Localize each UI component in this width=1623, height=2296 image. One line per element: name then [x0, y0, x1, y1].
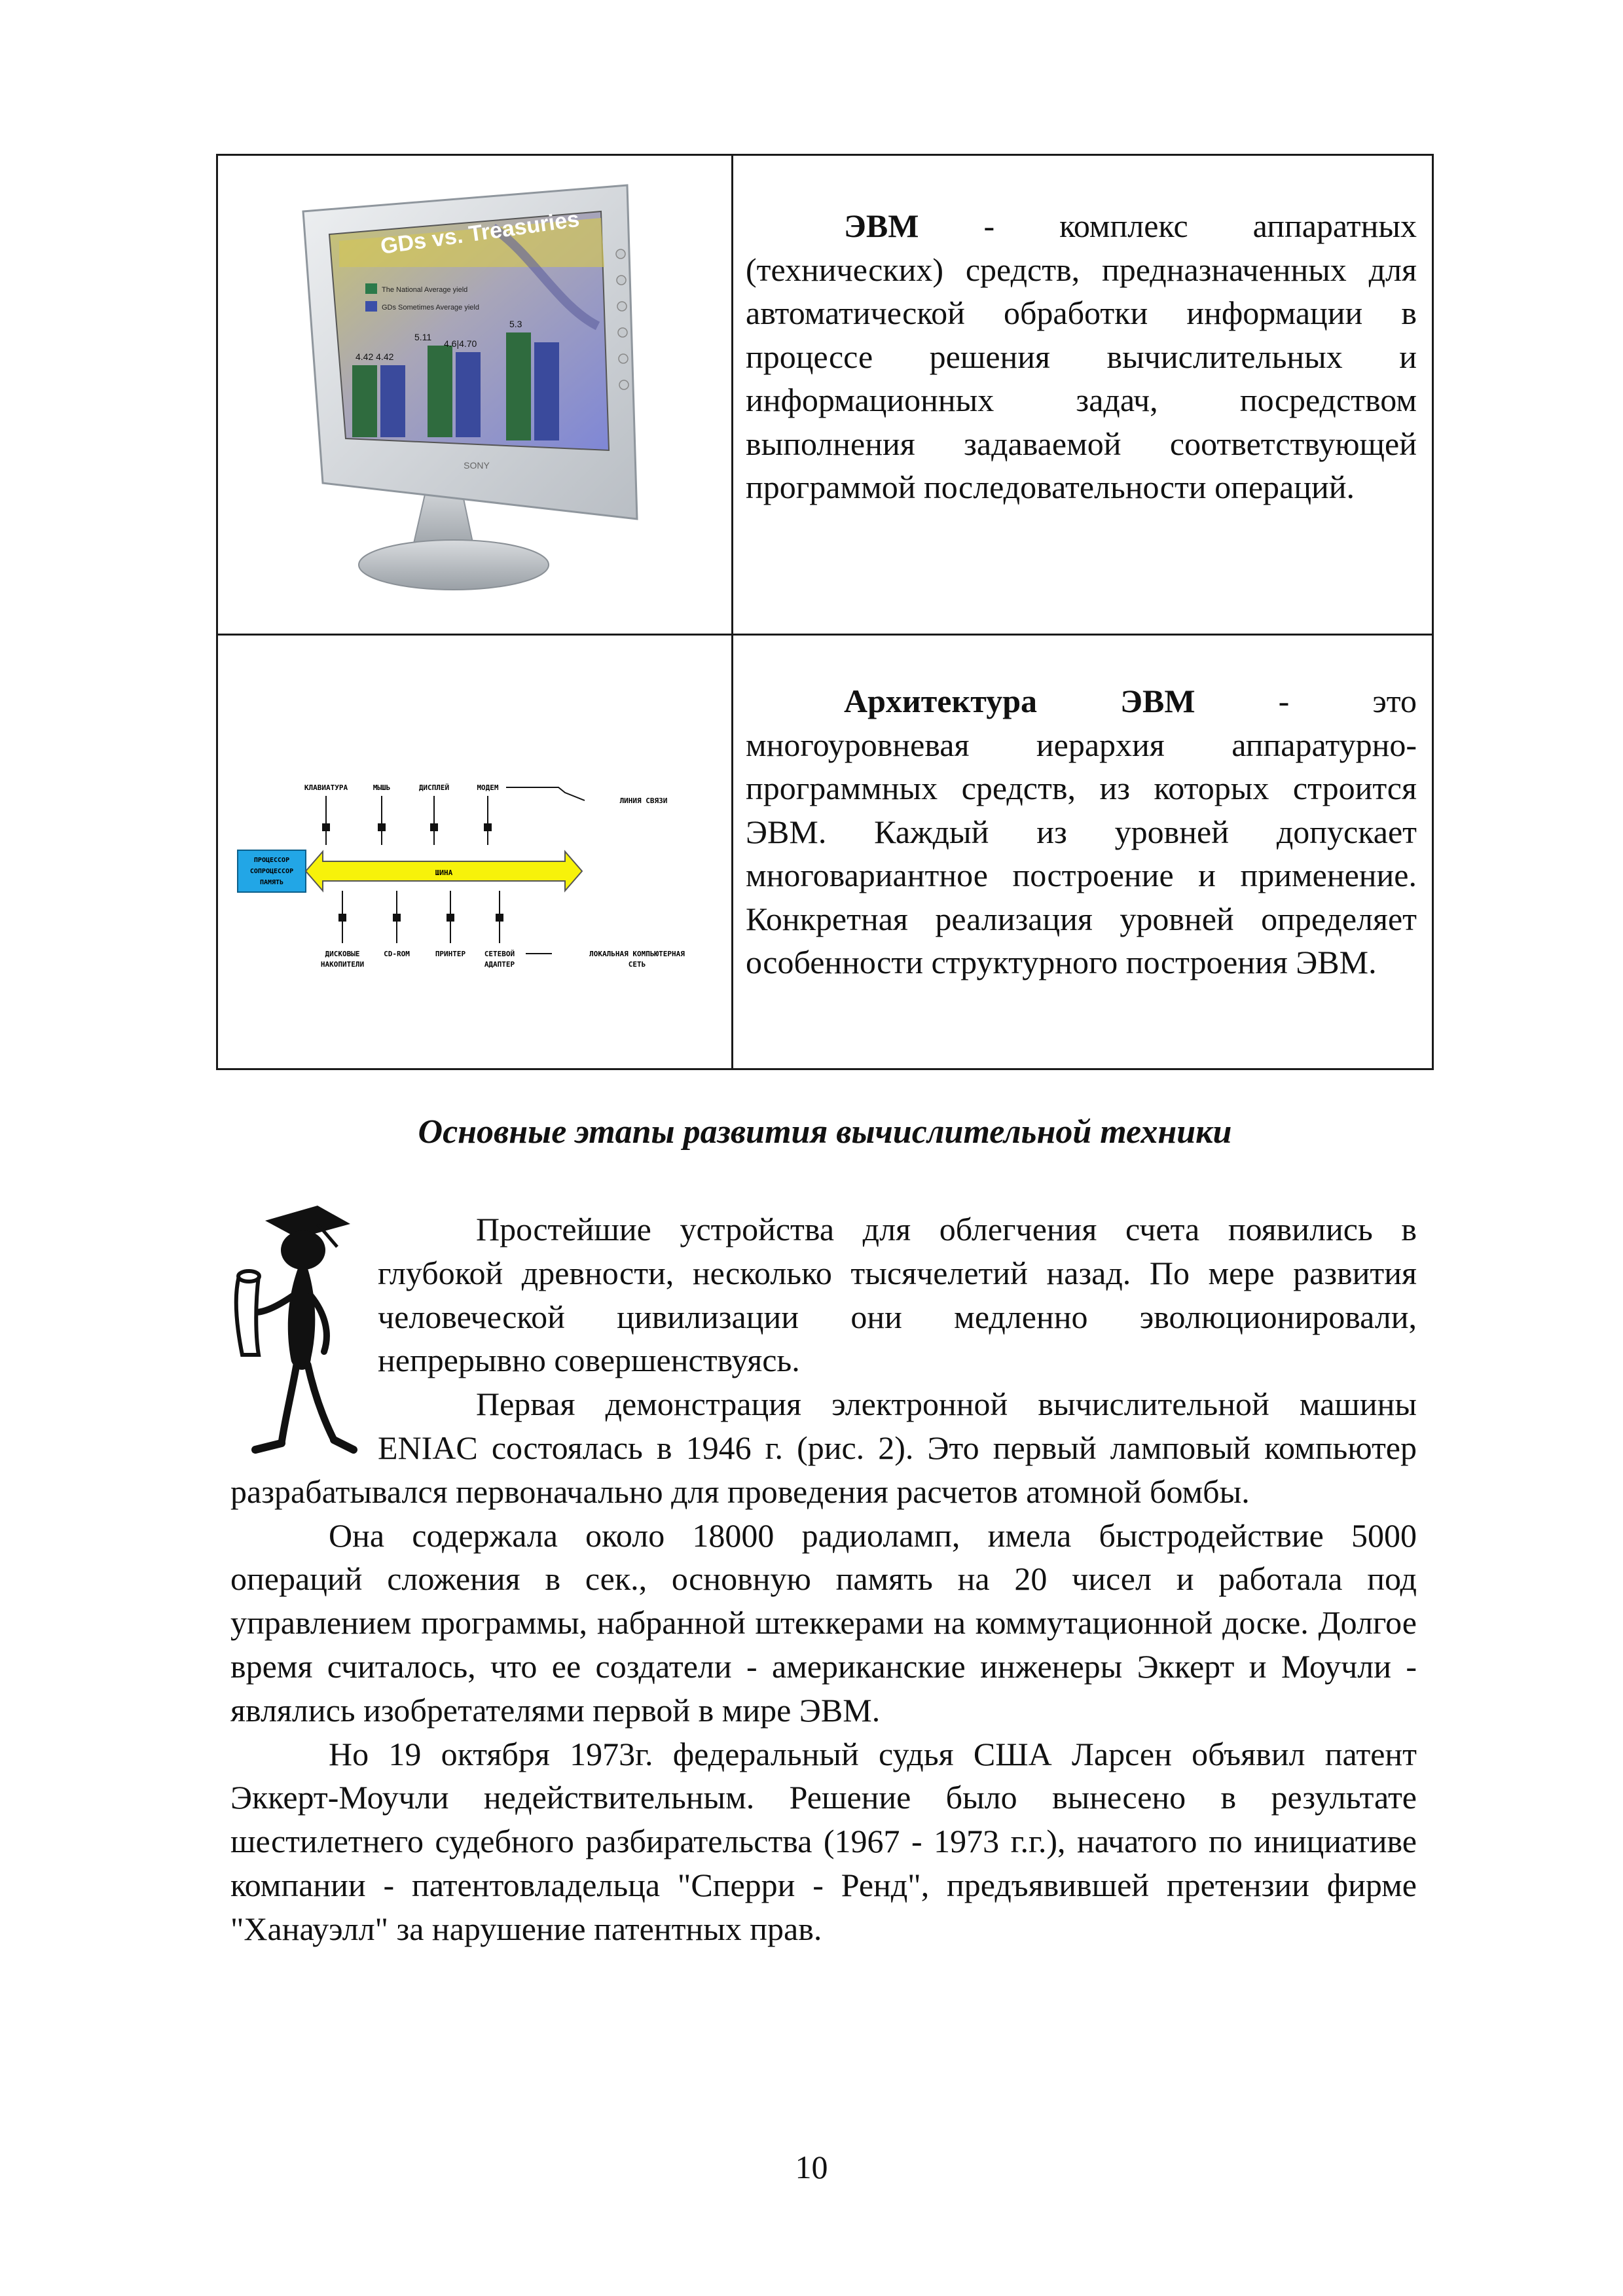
label-disk-2: НАКОПИТЕЛИ — [320, 960, 365, 969]
section-heading: Основные этапы развития вычислительной техники — [418, 1113, 1232, 1151]
label-netcard-2: АДАПТЕР — [484, 960, 515, 969]
definitions-table — [216, 154, 1434, 1070]
screen-legend-2: GDs Sometimes Average yield — [382, 304, 479, 312]
bus-label: ШИНА — [435, 869, 453, 877]
architecture-diagram-cell — [218, 636, 731, 1072]
table-column-divider — [731, 156, 733, 1068]
paragraph-2: Первая демонстрация электронной вычислительной машины ENIAC состоялась в 1946 г. (рис. 2). Это первый ламповый компьютер разрабатывался первоначально для проведения расчетов атомной бомбы. — [230, 1386, 1417, 1510]
label-printer: ПРИНТЕР — [435, 950, 466, 958]
body-text — [230, 1208, 1417, 1951]
cpu-label-memory: ПАМЯТЬ — [259, 879, 284, 886]
monitor-image-cell — [218, 156, 731, 634]
label-lan-2: СЕТЬ — [628, 960, 646, 969]
evm-definition — [746, 204, 1417, 509]
label-comm-line: ЛИНИЯ СВЯЗИ — [619, 797, 668, 805]
paragraph-3: Она содержала около 18000 радиоламп, имела быстродействие 5000 операций сложения в сек., основную память на 20 чисел и работала под управлением программы, набранной штеккерами на коммутационной доске. Долгое время считалось, что ее создатели - американские инженеры Эккерт и Моучли - являлись изобретателями первой в мире ЭВМ. — [230, 1516, 1417, 1729]
label-display: ДИСПЛЕЙ — [418, 783, 450, 792]
screen-bar-label-2: 5.11 — [414, 332, 432, 342]
cpu-label-coprocessor: СОПРОЦЕССОР — [249, 868, 294, 875]
label-modem: МОДЕМ — [477, 783, 499, 792]
evm-definition-text: - комплекс аппаратных (технических) средств, предназначенных для автоматической обработки информации в процессе решения вычислительных и информационных задач, посредством выполнения задаваемой соответствующей программой последовательности операций. — [746, 207, 1417, 505]
page-number: 10 — [795, 2149, 828, 2185]
paragraph-1: Простейшие устройства для облегчения счета появились в глубокой древности, несколько тысячелетий назад. По мере развития человеческой цивилизации они медленно эволюционировали, непрерывно совершенствуясь. — [378, 1211, 1417, 1379]
screen-bar-label-4: 5.3 — [509, 319, 522, 329]
label-keyboard: КЛАВИАТУРА — [304, 783, 348, 792]
label-disk-1: ДИСКОВЫЕ — [325, 950, 360, 958]
label-netcard-1: СЕТЕВОЙ — [484, 950, 515, 958]
screen-bar-label-3: 4.6|4.70 — [444, 338, 477, 349]
screen-legend-1: The National Average yield — [382, 286, 468, 294]
label-lan-1: ЛОКАЛЬНАЯ КОМПЬЮТЕРНАЯ — [589, 950, 685, 958]
paragraph-4: Но 19 октября 1973г. федеральный судья США Ларсен объявил патент Эккерт-Моучли недействительным. Решение было вынесено в результате шестилетнего судебного разбирательства (1967 - 1973 г.г.), начатого по инициативе компании - патентовладельца "Сперри - Ренд", предъявившей претензии фирме "Ханауэлл" за нарушение патентных прав. — [230, 1735, 1417, 1947]
architecture-diagram — [218, 636, 731, 1072]
screen-bar-label-1: 4.42 4.42 — [356, 351, 394, 362]
label-mouse: МЫШЬ — [373, 783, 391, 792]
architecture-definition-text: - это многоуровневая иерархия аппаратурно-программных средств, из которых строится ЭВМ. Каждый из уровней допускает многовариантное построение и применение. Конкретная реализация уровней определяет особенности структурного построения ЭВМ. — [746, 683, 1417, 980]
monitor-brand-logo: SONY — [464, 460, 490, 471]
architecture-definition — [746, 679, 1417, 984]
screen-chart-title: GDs vs. Treasuries — [378, 206, 581, 259]
architecture-term: Архитектура ЭВМ — [844, 683, 1195, 719]
monitor-illustration — [218, 156, 731, 634]
label-cdrom: CD-ROM — [384, 950, 410, 958]
evm-term: ЭВМ — [844, 207, 919, 244]
cpu-label-processor: ПРОЦЕССОР — [253, 857, 290, 864]
